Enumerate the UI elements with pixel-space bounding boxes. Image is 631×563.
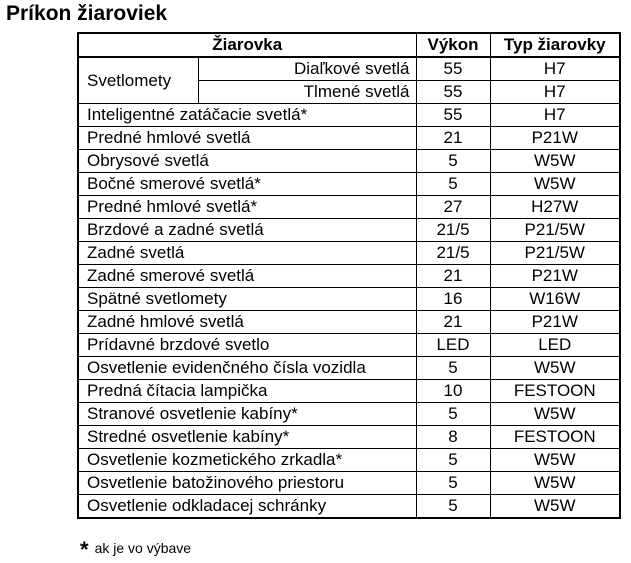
table-row [78,403,620,426]
cell-type: H7 [490,57,620,81]
cell-name: Obrysové svetlá [78,150,416,173]
cell-type: P21W [490,127,620,150]
cell-name: Inteligentné zatáčacie svetlá* [78,104,416,127]
cell-type: W5W [490,357,620,380]
table-row [78,334,620,357]
footnote-text: ak je vo výbave [94,540,192,556]
cell-power: 5 [416,449,490,472]
cell-type: LED [490,334,620,357]
cell-type: P21W [490,311,620,334]
cell-name: Predná čítacia lampička [78,380,416,403]
table-header-row [78,33,620,57]
table-row [78,380,620,403]
cell-power: 55 [416,81,490,104]
cell-type: H7 [490,81,620,104]
cell-type: W5W [490,472,620,495]
cell-type: FESTOON [490,380,620,403]
table-row [78,57,620,81]
table-row [78,357,620,380]
cell-power: 21 [416,127,490,150]
page-title: Príkon žiaroviek [6,2,168,25]
table-row [78,265,620,288]
cell-power: 5 [416,495,490,519]
cell-type: W5W [490,449,620,472]
cell-type: P21/5W [490,242,620,265]
cell-name: Diaľkové svetlá [198,57,416,81]
cell-type: W5W [490,150,620,173]
footnote [80,537,191,563]
cell-power: 21/5 [416,242,490,265]
cell-type: W5W [490,403,620,426]
cell-power: 55 [416,57,490,81]
cell-type: W5W [490,495,620,519]
cell-name: Predné hmlové svetlá* [78,196,416,219]
cell-type: H7 [490,104,620,127]
table-row [78,311,620,334]
cell-name: Prídavné brzdové svetlo [78,334,416,357]
cell-type: P21W [490,265,620,288]
table-row [78,495,620,519]
cell-power: 55 [416,104,490,127]
cell-name: Zadné svetlá [78,242,416,265]
cell-name: Stredné osvetlenie kabíny* [78,426,416,449]
table-row [78,472,620,495]
cell-power: LED [416,334,490,357]
header-power: Výkon [416,33,490,57]
cell-name: Predné hmlové svetlá [78,127,416,150]
table-row [78,288,620,311]
table-row [78,173,620,196]
cell-power: 5 [416,357,490,380]
cell-name: Zadné hmlové svetlá [78,311,416,334]
table-row [78,242,620,265]
cell-power: 5 [416,403,490,426]
cell-type: P21/5W [490,219,620,242]
cell-name: Tlmené svetlá [198,81,416,104]
cell-name: Osvetlenie evidenčného čísla vozidla [78,357,416,380]
cell-power: 8 [416,426,490,449]
cell-power: 21 [416,311,490,334]
cell-power: 5 [416,150,490,173]
cell-name: Stranové osvetlenie kabíny* [78,403,416,426]
cell-power: 27 [416,196,490,219]
cell-name: Zadné smerové svetlá [78,265,416,288]
cell-power: 5 [416,472,490,495]
cell-power: 21 [416,265,490,288]
table-row [78,196,620,219]
cell-type: H27W [490,196,620,219]
bulb-power-table [77,32,621,519]
footnote-marker: * [80,537,89,562]
cell-name: Bočné smerové svetlá* [78,173,416,196]
cell-type: W5W [490,173,620,196]
table-row [78,104,620,127]
cell-power: 5 [416,173,490,196]
cell-power: 21/5 [416,219,490,242]
cell-power: 10 [416,380,490,403]
cell-name: Brzdové a zadné svetlá [78,219,416,242]
cell-power: 16 [416,288,490,311]
table-row [78,219,620,242]
header-type: Typ žiarovky [490,33,620,57]
cell-name: Osvetlenie batožinového priestoru [78,472,416,495]
table-row [78,150,620,173]
header-bulb: Žiarovka [78,33,416,57]
table-row [78,127,620,150]
table-row [78,449,620,472]
table-row [78,426,620,449]
group-label-headlights: Svetlomety [78,57,198,104]
cell-name: Osvetlenie odkladacej schránky [78,495,416,519]
cell-name: Spätné svetlomety [78,288,416,311]
cell-name: Osvetlenie kozmetického zrkadla* [78,449,416,472]
cell-type: FESTOON [490,426,620,449]
cell-type: W16W [490,288,620,311]
